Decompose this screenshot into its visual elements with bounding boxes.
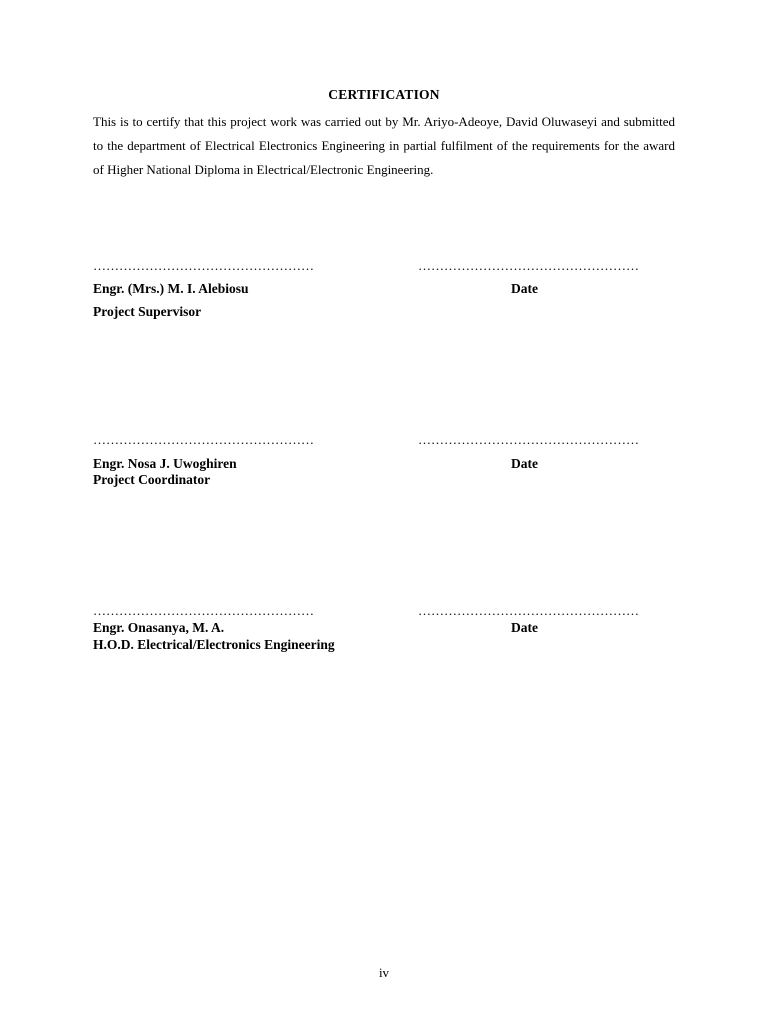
- signatory-name: Engr. Nosa J. Uwoghiren: [93, 456, 237, 471]
- signatory-role: Project Supervisor: [93, 304, 202, 319]
- date-label: Date: [511, 281, 538, 296]
- signature-line: ……………………………………………: [93, 258, 314, 273]
- certification-paragraph: This is to certify that this project work was carried out by Mr. Ariyo-Adeoye, David Oluwaseyi and submitted to the department of Electrical Electronics Engineering in partial fulfilment of the requirements for the award of Higher National Diploma in Electrical/Electronic Engineering.: [93, 114, 675, 177]
- date-label: Date: [511, 620, 538, 635]
- signature-line: ……………………………………………: [93, 603, 314, 618]
- date-line: ……………………………………………: [418, 432, 639, 447]
- page-number: iv: [378, 965, 390, 980]
- signatory-name: Engr. (Mrs.) M. I. Alebiosu: [93, 281, 249, 296]
- signatory-name: Engr. Onasanya, M. A.: [93, 620, 225, 635]
- date-line: ……………………………………………: [418, 603, 639, 618]
- page-title: CERTIFICATION: [328, 87, 440, 102]
- signature-line: ……………………………………………: [93, 432, 314, 447]
- signatory-role: H.O.D. Electrical/Electronics Engineering: [93, 637, 335, 652]
- date-label: Date: [511, 456, 538, 471]
- signatory-role: Project Coordinator: [93, 472, 211, 487]
- date-line: ……………………………………………: [418, 258, 639, 273]
